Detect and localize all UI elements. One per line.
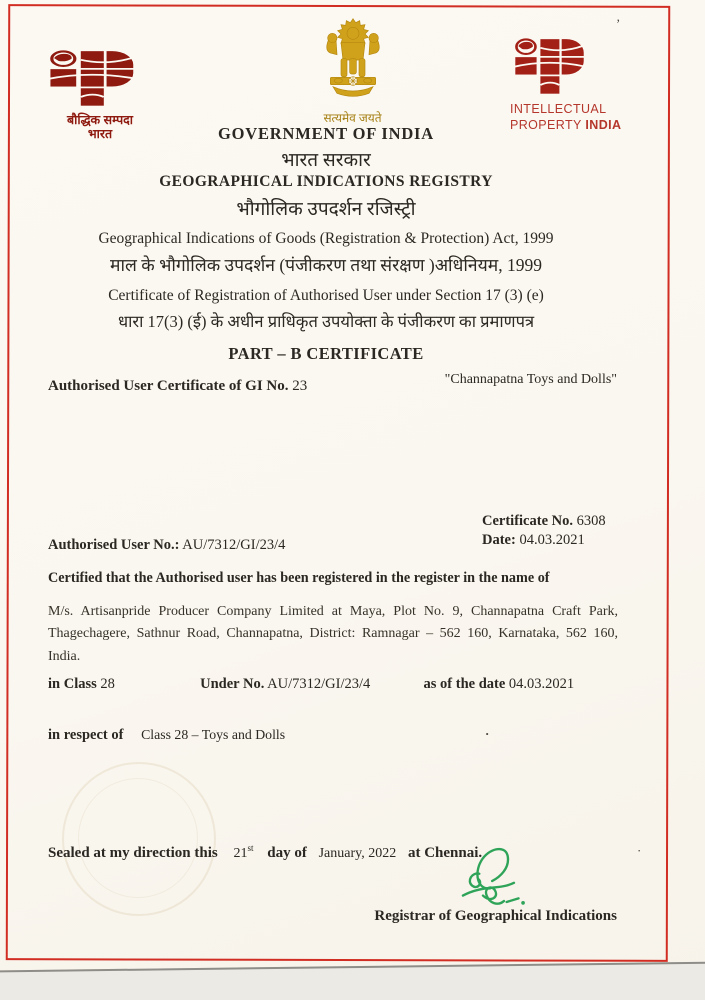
ip-india-logo-icon [44, 50, 136, 108]
gi-number-line [48, 378, 307, 395]
in-respect-of-label: in respect of [48, 727, 124, 743]
as-of-date-label: as of the date [423, 676, 506, 692]
registrar-title: Registrar of Geographical Indications [374, 908, 617, 924]
section-title: Certificate of Registration of Authorised User under Section 17 (3) (e) [108, 287, 544, 304]
authorised-user-number-label: Authorised User No.: [48, 537, 180, 553]
sealed-mid: day of [267, 845, 307, 861]
part-b-certificate-title: PART – B CERTIFICATE [228, 344, 424, 363]
ip-india-logo-right [510, 38, 660, 134]
gi-number-label: Authorised User Certificate of GI No. [48, 378, 289, 394]
class-label: in Class [48, 676, 97, 692]
in-respect-of-value: Class 28 – Toys and Dolls [141, 727, 286, 742]
section-title-hindi: धारा 17(3) (ई) के अधीन प्राधिकृत उपयोक्ता के पंजीकरण का प्रमाणपत्र [117, 312, 535, 331]
sealed-day-suffix: st [247, 843, 254, 853]
certificate-date-line [482, 532, 585, 549]
under-number-label: Under No. [200, 676, 265, 692]
authorised-user-number-value: AU/7312/GI/23/4 [182, 537, 286, 553]
scan-speck-mid: · [485, 726, 490, 741]
class-value: 28 [100, 676, 115, 692]
in-respect-of-row [48, 727, 285, 744]
class-row [48, 676, 628, 693]
gi-number-value: 23 [292, 378, 308, 394]
registrant-paragraph: M/s. Artisanpride Producer Company Limited at Maya, Plot No. 9, Channapatna Craft Park, Thagechagere, Sathnur Road, Channapatna, District: Ramnagar – 562 160, Karnataka, 562 160, India. [48, 604, 618, 664]
ipr-label-line1: INTELLECTUAL [510, 102, 607, 116]
act-title: Geographical Indications of Goods (Registration & Protection) Act, 1999 [98, 230, 554, 247]
ipr-label-country: INDIA [585, 118, 622, 133]
certificate-number-value: 6308 [576, 513, 606, 529]
ip-logo-caption-line1: बौद्धिक सम्पदा [66, 113, 134, 127]
sealed-prefix: Sealed at my direction this [48, 845, 218, 861]
act-title-hindi: माल के भौगोलिक उपदर्शन (पंजीकरण तथा संरक्षण )अधिनियम, 1999 [110, 255, 542, 275]
under-number-value: AU/7312/GI/23/4 [267, 676, 371, 692]
embossed-seal-watermark-inner [78, 778, 198, 898]
as-of-date-value: 04.03.2021 [508, 676, 575, 692]
registrar-signature-scribble [452, 836, 534, 916]
national-emblem-icon [307, 16, 399, 104]
national-emblem-block [280, 16, 425, 126]
certificate-date-value: 04.03.2021 [519, 532, 585, 548]
gi-name: "Channapatna Toys and Dolls" [444, 372, 617, 387]
government-of-india-title: GOVERNMENT OF INDIA [218, 124, 434, 143]
ipr-label-line2: PROPERTY [510, 118, 582, 133]
registry-title-hindi: भौगोलिक उपदर्शन रजिस्ट्री [236, 199, 416, 220]
scanned-paper-edge [0, 961, 705, 1000]
authorised-user-number-line [48, 537, 285, 554]
sealed-date: January, 2022 [318, 846, 397, 861]
certificate-number-line [482, 513, 606, 530]
sealed-statement [48, 843, 482, 862]
scan-speck-right: · [637, 843, 642, 858]
certificate-number-label: Certificate No. [482, 513, 573, 529]
ip-logo-caption-line2: भारत [87, 127, 113, 142]
government-of-india-title-hindi: भारत सरकार [281, 150, 371, 171]
sealed-suffix: at Chennai. [407, 845, 483, 861]
scan-speck-top-right: ’ [616, 16, 621, 31]
sealed-day: 21 [233, 846, 248, 861]
registry-title: GEOGRAPHICAL INDICATIONS REGISTRY [159, 173, 493, 190]
certified-statement: Certified that the Authorised user has been registered in the register in the name of [48, 570, 550, 586]
emblem-motto: सत्यमेव जयते [323, 111, 382, 125]
certificate-date-label: Date: [482, 532, 516, 548]
intellectual-property-logo-icon [510, 38, 586, 96]
